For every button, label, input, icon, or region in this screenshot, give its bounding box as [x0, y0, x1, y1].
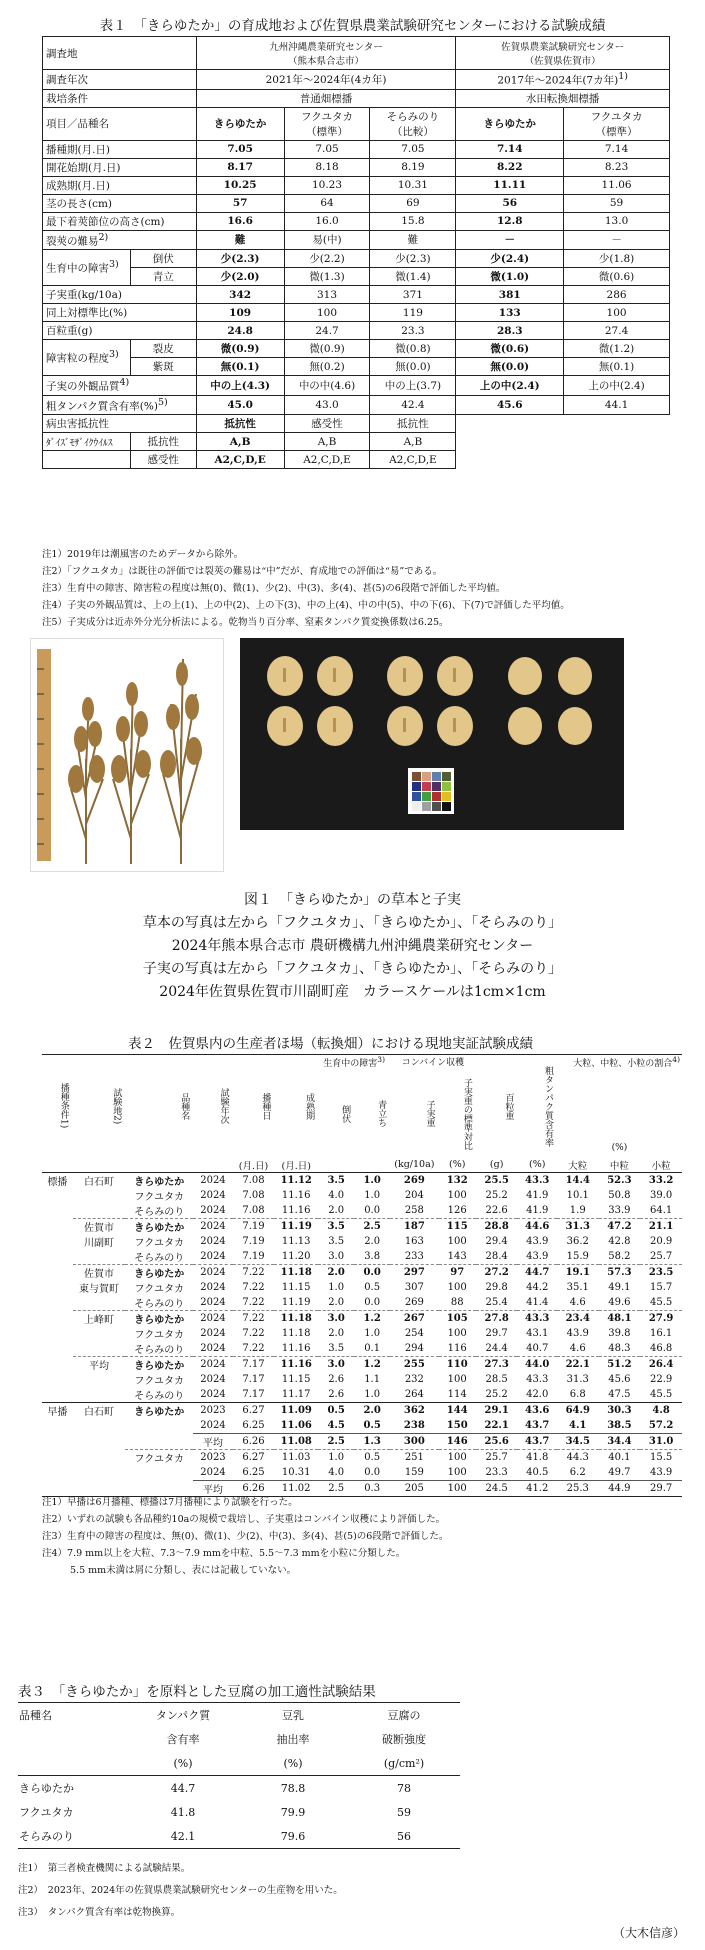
t2-h-cond: 播種条件1): [42, 1055, 73, 1158]
table2-title: 表２ 佐賀県内の生産者ほ場（転換畑）における現地実証試験成績: [128, 1036, 533, 1052]
t2-h-year: 試験年次: [193, 1055, 232, 1158]
t1-row-100-seed: 百粒重(g) 24.8 24.7 23.3 28.3 27.4: [43, 322, 670, 340]
t1-year-label: 調査年次: [43, 70, 197, 90]
t2-h-hundred: 百粒重: [476, 1055, 518, 1158]
t3-h-tofu-2: 破断強度: [382, 1733, 426, 1746]
t1-row-yield-ratio: 同上対標準比(%) 109 100 119 133 100: [43, 304, 670, 322]
t1-defect-label: 障害粒の程度$^{3)}$: [43, 340, 131, 376]
t2-data-row: フクユタカ 2024 7.22 11.18 2.0 1.0 254 100 29.7 43.1 43.9 39.8 16.1: [134, 1328, 673, 1341]
t2-h-mat: 成熟期: [274, 1055, 318, 1158]
figure1-caption: [0, 889, 705, 1004]
t2-data-row: そらみのり 2024 7.17 11.17 2.6 1.0 264 114 25.2 42.0 6.8 47.5 45.5: [134, 1389, 673, 1402]
t2-data-row: 川副町 フクユタカ 2024 7.19 11.13 3.5 2.0 163 100 29.4 43.9 36.2 42.8 20.9: [83, 1236, 673, 1249]
t1-row-virus-res: ﾀﾞｲｽﾞﾓｻﾞｲｸｳｲﾙｽ 抵抗性 A,B A,B A,B: [43, 433, 670, 451]
t1-loc-a: 九州沖縄農業研究センター （熊本県合志市）: [196, 37, 456, 70]
t1-row-purple-stain: 紫斑 無(0.1) 無(0.2) 無(0.0) 無(0.0) 無(0.1): [43, 358, 670, 376]
t2-data-row: フクユタカ 2023 6.27 11.03 1.0 0.5 251 100 25.7 41.8 44.3 40.1 15.5: [42, 1450, 682, 1466]
t1-row-yield: 子実重(kg/10a) 342 313 371 381 286: [43, 286, 670, 304]
t3-row-soraminori: そらみのり 42.1 79.6 56: [18, 1824, 460, 1849]
t3-h-protein-unit: (%): [173, 1756, 193, 1770]
author: （大木信彦）: [612, 1926, 685, 1940]
t2-data-row: フクユタカ 2024 7.17 11.15 2.6 1.1 232 100 28.5 43.3 31.3 45.6 22.9: [134, 1374, 673, 1387]
figure1-line-2: 2024年熊本県合志市 農研機構九州沖縄農業研究センター: [171, 938, 534, 954]
t1-row-virus-sus: 感受性 A2,C,D,E A2,C,D,E A2,C,D,E: [43, 451, 670, 469]
t2-h-yield: 子実重: [424, 1100, 435, 1127]
t2-h-sow: 播種日: [233, 1055, 275, 1158]
t2-data-row: 東与賀町 フクユタカ 2024 7.22 11.15 1.0 0.5 307 100 29.8 44.2 35.1 49.1 15.7: [78, 1282, 673, 1295]
seed-photo: [240, 638, 624, 830]
t2-data-row: 2024 6.25 10.31 4.0 0.0 159 100 23.3 40.5 6.2 49.7 43.9: [200, 1467, 673, 1478]
t1-cond-a: 普通畑標播: [196, 89, 456, 107]
t2-data-row: 平均 きらゆたか 2024 7.17 11.16 3.0 1.2 255 110 27.3 44.0 22.1 51.2 26.4: [42, 1357, 682, 1373]
table3-notes: 注1） 第三者検査機関による試験結果。 注2） 2023年、2024年の佐賀県農業試験研究センターの生産物を用いた。 注3） タンパク質含有率は乾物換算。: [18, 1863, 343, 1918]
t3-h-var: 品種名: [19, 1709, 52, 1722]
t2-h-dmg: 生育中の障害$^{3)}$: [318, 1055, 390, 1071]
t3-h-milk-2: 抽出率: [276, 1733, 310, 1746]
t2-h-var: 品種名: [125, 1055, 193, 1158]
t1-row-seed-crack: 障害粒の程度$^{3)}$ 裂皮 微(0.9) 微(0.9) 微(0.8) 微(0.6) 微(1.2): [43, 340, 670, 358]
t1-row-sowing: 播種期(月.日) 7.05 7.05 7.05 7.14 7.14: [43, 140, 670, 158]
t1-row-quality: 子実の外観品質$^{4)}$ 中の上(4.3) 中の中(4.6) 中の上(3.7) 上の中(2.4) 上の中(2.4): [43, 376, 670, 396]
table3: [18, 1702, 460, 1849]
t2-header-row-1: [42, 1055, 682, 1071]
t2-h-combine: コンバイン収穫: [390, 1055, 476, 1071]
t1-cond-b: 水田転換畑標播: [456, 89, 670, 107]
t1-row-stem-length: 茎の長さ(cm) 57 64 69 56 59: [43, 194, 670, 212]
t2-body: [42, 1173, 682, 1497]
t1-item-label: 項目／品種名: [43, 107, 197, 140]
t1-damage-label: 生育中の障害$^{3)}$: [43, 250, 131, 286]
t1-var-fukuyutaka-a: フクユタカ （標準）: [284, 107, 370, 140]
t2-data-row: 佐賀市 きらゆたか 2024 7.19 11.19 3.5 2.5 187 115 28.8 44.6 31.3 47.2 21.1: [42, 1219, 682, 1235]
t1-year-a: 2021年～2024年(4カ年): [196, 70, 456, 90]
t2-h-protein: 粗タンパク質含有率: [517, 1055, 556, 1158]
t2-data-row: そらみのり 2024 7.08 11.16 2.0 0.0 258 126 22.6 41.9 1.9 33.9 64.1: [134, 1205, 673, 1218]
t1-year-b: 2017年～2024年(7カ年)$^{1)}$: [456, 70, 670, 90]
t1-cond-label: 栽培条件: [43, 89, 197, 107]
t1-row-flowering: 開花始期(月.日) 8.17 8.18 8.19 8.22 8.23: [43, 158, 670, 176]
soybean-plants-image: [31, 639, 223, 871]
table1-notes: 注1）2019年は潮風害のためデータから除外。 注2）「フクユタカ」は既往の評価では裂莢の難易は“中”だが、育成地での評価は“易”である。 注3）生育中の障害、障害粒の程度は無(0)、微(1)、少(2)、中(3)、多(4)、甚(5)の6段階で評価した平均値。 注4）子実の外観品質は、上の上(1)、上の中(2)、上の下(3)、中の上(4)、中の中(5)、中の下(6)、下(7)で評価した平均値。 注5）子実成分は近赤外分光分析法による。乾物当り百分率、窒素タンパク質変換係数は6.25。: [42, 549, 570, 628]
figure1-title: 図１ 「きらゆたか」の草本と子実: [244, 892, 461, 908]
t1-var-kirayutaka-a: きらゆたか: [196, 107, 284, 140]
t2-data-row: 標播 白石町 きらゆたか 2024 7.08 11.12 3.5 1.0 269 132 25.5 43.3 14.4 52.3 33.2: [47, 1175, 674, 1188]
color-scale-chart: [408, 768, 454, 814]
figure1-line-3: 子実の写真は左から「フクユタカ」、「きらゆたか」、「そらみのり」: [142, 961, 563, 977]
t2-h-ratio: 子実重の標準対比: [461, 1077, 472, 1150]
figure1-line-4: 2024年佐賀県佐賀市川副町産 カラースケールは1cm×1cm: [159, 984, 546, 1000]
t1-row-lowest-pod: 最下着莢節位の高さ(cm) 16.6 16.0 15.8 12.8 13.0: [43, 212, 670, 230]
t3-h-protein-2: 含有率: [166, 1733, 200, 1746]
t2-h-lodging: 倒伏: [340, 1104, 351, 1123]
t1-row-maturity: 成熟期(月.日) 10.25 10.23 10.31 11.11 11.06: [43, 176, 670, 194]
t3-h-milk-unit: (%): [283, 1756, 303, 1770]
t2-data-row: 佐賀市 きらゆたか 2024 7.22 11.18 2.0 0.0 297 97 27.2 44.7 19.1 57.3 23.5: [42, 1265, 682, 1281]
plant-photo: [30, 638, 224, 872]
t2-data-row: フクユタカ 2024 7.08 11.16 4.0 1.0 204 100 25.2 41.9 10.1 50.8 39.0: [134, 1190, 673, 1203]
t3-row-fukuyutaka: フクユタカ 41.8 79.9 59: [19, 1805, 411, 1819]
table2: [42, 1054, 682, 1497]
t1-var-soraminori-a: そらみのり （比較）: [370, 107, 456, 140]
t2-h-pct: (%): [611, 1142, 628, 1153]
t3-h-milk: 豆乳: [282, 1709, 304, 1722]
t3-row-kirayutaka: きらゆたか 44.7 78.8 78: [19, 1781, 411, 1795]
t3-h-protein: タンパク質: [155, 1709, 211, 1722]
t2-h-site: 試験地2): [73, 1055, 126, 1158]
table2-notes: 注1）早播は6月播種、標播は7月播種により試験を行った。 注2）いずれの試験も各品種約10aの規模で栽培し、子実重はコンバイン収穫により評価した。 注3）生育中の障害の程度は、無(0)、微(1)、少(2)、中(3)、多(4)、甚(5)の6段階で評価した。 注4）7.9 mm以上を大粒、7.3～7.9 mmを中粒、5.5～7.3 mmを小粒に分類した。 5.5 mm未満は屑に分類し、表には記載していない。: [42, 1497, 449, 1576]
t1-loc-b: 佐賀県農業試験研究センター （佐賀県佐賀市）: [456, 37, 670, 70]
table1-title: 表１ 「きらゆたか」の育成地および佐賀県農業試験研究センターにおける試験成績: [99, 18, 606, 34]
t1-row-shattering: 裂莢の難易$^{2)}$ 難 易(中) 難 － －: [43, 230, 670, 250]
t1-row-disease: 病虫害抵抗性 抵抗性 感受性 抵抗性: [43, 415, 670, 433]
t2-data-row: 平均 6.26 11.08 2.5 1.3 300 146 25.6 43.7 34.5 34.4 31.0: [42, 1434, 682, 1450]
figure1-line-1: 草本の写真は左から「フクユタカ」、「きらゆたか」、「そらみのり」: [142, 915, 563, 931]
t2-data-row: 平均 6.26 11.02 2.5 0.3 205 100 24.5 41.2 25.3 44.9 29.7: [42, 1481, 682, 1497]
soybean-seeds-image: [240, 638, 624, 830]
t2-data-row: そらみのり 2024 7.19 11.20 3.0 3.8 233 143 28.4 43.9 15.9 58.2 25.7: [134, 1251, 673, 1264]
t2-data-row: 上峰町 きらゆたか 2024 7.22 11.18 3.0 1.2 267 105 27.8 43.3 23.4 48.1 27.9: [42, 1311, 682, 1327]
t2-data-row: そらみのり 2024 7.22 11.19 2.0 0.0 269 88 25.4 41.4 4.6 49.6 45.5: [134, 1297, 673, 1310]
t1-var-fukuyutaka-b: フクユタカ （標準）: [564, 107, 670, 140]
t2-h-grain: 大粒、中粒、小粒の割合$^{4)}$: [557, 1055, 682, 1139]
t1-row-protein: 粗タンパク質含有率(%)$^{5)}$ 45.0 43.0 42.4 45.6 44.1: [43, 395, 670, 415]
table1-section: [0, 14, 705, 628]
t1-row-green-stem: 青立 少(2.0) 微(1.3) 微(1.4) 微(1.0) 微(0.6): [43, 268, 670, 286]
table1: [42, 36, 670, 469]
t2-data-row: そらみのり 2024 7.22 11.16 3.5 0.1 294 116 24.4 40.7 4.6 48.3 46.8: [134, 1343, 673, 1356]
t1-var-kirayutaka-b: きらゆたか: [456, 107, 564, 140]
table3-title: 表３ 「きらゆたか」を原料とした豆腐の加工適性試験結果: [18, 1684, 376, 1700]
t3-h-tofu-unit: (g/cm²): [383, 1756, 425, 1770]
t1-loc-label: 調査地: [43, 37, 197, 70]
t2-data-row: 早播 白石町 きらゆたか 2023 6.27 11.09 0.5 2.0 362 144 29.1 43.6 64.9 30.3 4.8: [42, 1403, 682, 1419]
t1-row-lodging: 生育中の障害$^{3)}$ 倒伏 少(2.3) 少(2.2) 少(2.3) 少(2.4) 少(1.8): [43, 250, 670, 268]
t2-h-green: 青立ち: [376, 1100, 387, 1127]
t2-units-row: (月.日) (月.日) (kg/10a) (%) (g) (%) 大粒 中粒 小粒: [42, 1157, 682, 1173]
t2-data-row: 2024 6.25 11.06 4.5 0.5 238 150 22.1 43.7 4.1 38.5 57.2: [200, 1420, 674, 1431]
t3-h-tofu: 豆腐の: [387, 1709, 421, 1722]
